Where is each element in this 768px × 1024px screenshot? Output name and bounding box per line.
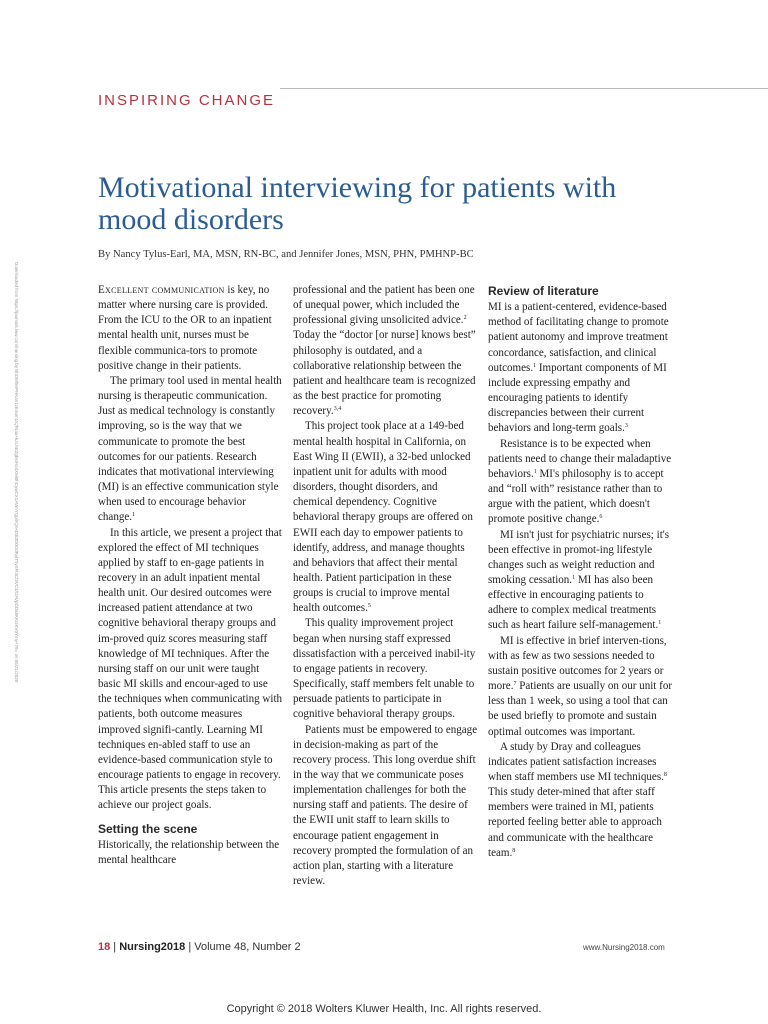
section-heading: Review of literature xyxy=(488,284,599,298)
reference: 1 xyxy=(533,468,537,475)
download-note: Downloaded from https://journals.lww.com/nursing by BhDMf5ePHKav1zEoum1tQfN4a+kJLhEZgbsIHo4XMi0hCywCX1AWnYQp/IlQrHD3i3D0OdRyi7TvSFl4Cf3VC4/OAVpDDa8KKGKV0Ymy+78= on 05/21/2020 xyxy=(14,262,19,683)
paragraph: Patients must be empowered to engage in decision-making as part of the recovery process. This long overdue shift in the way that we communicate poses implementation challenges for both the nursing staff and patients. The desire of the EWII unit staff to learn skills to encourage patient engagement in recovery prompted the formulation of an action plan, starting with a literature review. xyxy=(293,723,478,888)
paragraph: In this article, we present a project that explored the effect of MI techniques applied by staff to en-gage patients in recovery in an adult inpatient mental health unit. Our desired outcomes were increased patient attendance at two cognitive behavioral therapy groups and im-proved quiz scores measuring staff knowledge of MI techniques. After the nursing staff on our unit were taught basic MI skills and encour-aged to use the techniques when communicating with patients, both outcome measures improved signifi-cantly. Learning MI techniques en-abled staff to use an evidence-based communication style to encourage patients to engage in recovery. This article presents the steps taken to achieve our project goals. xyxy=(98,526,283,812)
reference: 1 xyxy=(572,574,576,581)
paragraph: professional and the patient has been one of unequal power, which included the professional giving unsolicited advice.$^2$ Today the “doctor [or nurse] knows best” philosophy is outdated, and a collaborative relationship between the patient and healthcare team is recognized as the best practice for promoting recovery.$^{3,4}$ xyxy=(293,284,476,418)
paragraph: Historically, the relationship between the mental healthcare xyxy=(98,838,280,866)
article-title: Motivational interviewing for patients with mood disorders xyxy=(98,171,617,236)
issue-info: Volume 48, Number 2 xyxy=(194,941,301,953)
paragraph: MI is effective in brief interven-tions, with as few as two sessions needed to sustain positive outcomes for 2 years or more.$^7$ Patients are usually on our unit for less than 1 week, so using a tool that can be used briefly to promote and sustain optimal outcomes was important. xyxy=(488,634,673,738)
reference: 3,4 xyxy=(333,406,342,413)
paragraph: MI isn't just for psychiatric nurses; it's been effective in promot-ing lifestyle changes such as weight reduction and smoking cessation.$^1$ MI has also been effective in encouraging patients to adhere to complex medical treatments such as heart failure self-management.$^1$ xyxy=(488,528,670,632)
publication-name: Nursing2018 xyxy=(119,941,186,953)
column-2 xyxy=(293,283,478,889)
section-heading: Setting the scene xyxy=(98,822,198,837)
column-1 xyxy=(98,283,283,868)
reference: 3 xyxy=(624,423,628,430)
reference: 1 xyxy=(132,512,136,519)
section-label: INSPIRING CHANGE xyxy=(98,92,276,109)
paragraph: MI is a patient-centered, evidence-based method of facilitating change to promote patient autonomy and improve treatment concordance, satisfaction, and clinical outcomes.$^1$ Important components of MI include expressing empathy and encouraging patients to identify discrepancies between their current behaviors and long-term goals.$^3$ xyxy=(488,301,669,435)
paragraph: A study by Dray and colleagues indicates patient satisfaction increases when staff members use MI techniques.$^8$ This study deter-mined that after staff members were trained in MI, patients reported feeling better able to approach and communicate with the healthcare team.$^8$ xyxy=(488,740,667,859)
page-footer: 18 | Nursing2018 | Volume 48, Number 2 xyxy=(98,941,301,953)
reference: 1 xyxy=(533,362,537,369)
column-3 xyxy=(488,284,673,861)
reference: 8 xyxy=(512,847,516,854)
paragraph: This quality improvement project began when nursing staff expressed dissatisfaction with a perceived inabil-ity to engage patients in recovery. Specifically, staff members felt unable to persuade patients to participate in cognitive behavioral therapy groups. xyxy=(293,617,476,721)
reference: 2 xyxy=(463,315,467,322)
paragraph: Resistance is to be expected when patients need to change their maladaptive behaviors.$^1$ MI's philosophy is to accept and “roll with” resistance rather than to argue with the patient, which doesn't promote positive change.$^6$ xyxy=(488,437,672,526)
journal-url: www.Nursing2018.com xyxy=(583,943,665,952)
byline: By Nancy Tylus-Earl, MA, MSN, RN-BC, and Jennifer Jones, MSN, PHN, PMHNP-BC xyxy=(98,249,474,260)
page-number: 18 xyxy=(98,941,111,953)
reference: 6 xyxy=(599,514,603,521)
paragraph: Excellent communication is key, no matter where nursing care is provided. From the ICU to the OR to an inpatient mental health unit, nurses must be flexible communica-tors to promote positive change in their patients. xyxy=(98,284,272,372)
reference: 8 xyxy=(663,772,667,778)
header-rule xyxy=(280,88,768,89)
reference: 7 xyxy=(513,681,517,688)
reference: 1 xyxy=(658,620,662,627)
reference: 5 xyxy=(367,603,371,610)
paragraph: This project took place at a 149-bed mental health hospital in California, on East Wing II (EWII), a 32-bed unlocked inpatient unit for adults with mood disorders, thought disorders, and chemical dependency. Cognitive behavioral therapy groups are offered on EWII each day to empower patients to identify, address, and manage thoughts and behaviors that affect their mental health. Patient participation in these groups is crucial to improve mental health outcomes.$^5$ xyxy=(293,420,473,615)
paragraph: The primary tool used in mental health nursing is therapeutic communication. Just as medical technology is constantly improving, so is the way that we communicate to promote the best outcomes for our patients. Research indicates that motivational interviewing (MI) is an effective communication style when used to encourage behavior change.$^1$ xyxy=(98,374,282,524)
copyright-notice: Copyright © 2018 Wolters Kluwer Health, Inc. All rights reserved. xyxy=(226,1003,542,1015)
lead-in: Excellent communication xyxy=(98,284,225,296)
